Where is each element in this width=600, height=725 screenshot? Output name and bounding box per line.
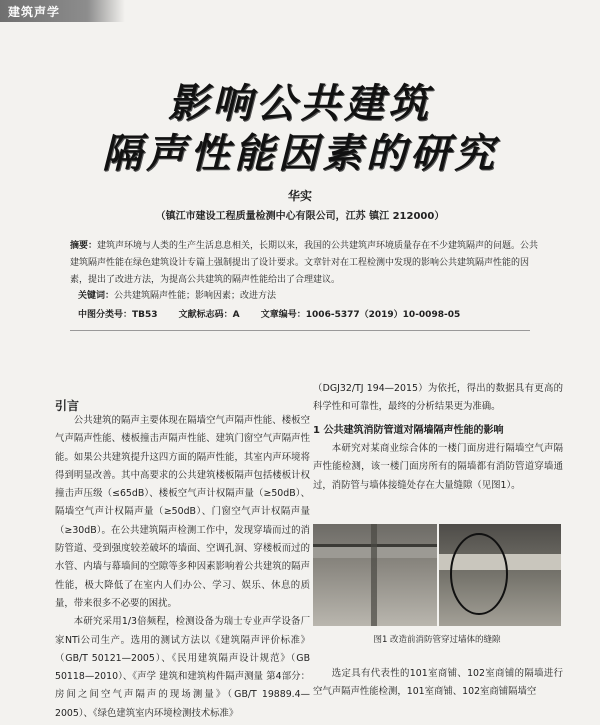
right-column-top bbox=[313, 380, 563, 417]
figure-photo-left bbox=[313, 524, 437, 626]
left-column bbox=[55, 412, 310, 723]
article-number: 文章编号：1006-5377（2019）10-0098-05 bbox=[260, 310, 461, 320]
cls-number: 中图分类号：TB53 bbox=[78, 310, 158, 320]
abstract bbox=[70, 238, 545, 289]
title-line-1: 影响公共建筑 bbox=[168, 80, 432, 127]
doc-code: 文献标志码：A bbox=[178, 310, 240, 320]
right-column-mid bbox=[313, 440, 563, 495]
figure-photo-right bbox=[439, 524, 561, 626]
keywords-text: 公共建筑隔声性能；影响因素；改进方法 bbox=[114, 291, 277, 301]
pipe-photo-right bbox=[439, 524, 561, 626]
author: 华实 bbox=[287, 189, 312, 203]
title-line-2: 隔声性能因素的研究 bbox=[102, 130, 498, 177]
keywords-label: 关键词： bbox=[78, 291, 115, 301]
gap-circle bbox=[451, 534, 507, 614]
intro-paragraph-1: 公共建筑的隔声主要体现在隔墙空气声隔声性能、楼板空气声隔声性能、楼板撞击声隔声性能、建筑门窗空气声隔声性能。如果公共建筑提升这四方面的隔声性能，其室内声环境将得到明显改善。其中高要求的公共建筑楼板隔声包括楼板计权撞击声压级（≤65dB）、楼板空气声计权隔声量（≥50dB）、隔墙空气声计权隔声量（≥50dB）、门窗空气声计权隔声量（≥30dB）。在公共建筑隔声检测工作中，发现穿墙而过的消防管道、受到强度较差破坏的墙面、空调孔洞、穿楼板而过的水管、内墙与幕墙间的空隙等多种因素影响着公共建筑的隔声性能，极大降低了在室内人们办公、学习、娱乐、休息的质量，带来很多不必要的困扰。 bbox=[55, 415, 310, 609]
pipe-right bbox=[439, 554, 561, 570]
section-1-paragraph-1: 本研究对某商业综合体的一楼门面房进行隔墙空气声隔声性能检测，该一楼门面房所有的隔墙都有消防管道穿墙通过，消防管与墙体接缝处存在大量缝隙（见图1）。 bbox=[313, 443, 563, 491]
section-1-heading: 1 公共建筑消防管道对隔墙隔声性能的影响 bbox=[313, 425, 504, 436]
intro-heading: 引言 bbox=[55, 399, 80, 413]
section-tab bbox=[0, 0, 125, 22]
section-1-paragraph-2: 选定具有代表性的101室商铺、102室商铺的隔墙进行空气声隔声性能检测，101室商铺、102室商铺隔墙空 bbox=[313, 668, 563, 698]
right-column-bottom bbox=[313, 665, 563, 702]
pipe-photo-left bbox=[313, 524, 437, 626]
affiliation: （镇江市建设工程质量检测中心有限公司，江苏 镇江 212000） bbox=[155, 211, 445, 222]
wall-seam bbox=[371, 524, 377, 626]
intro-continuation: （DGJ32/TJ 194—2015）为依托，得出的数据具有更高的科学性和可靠性，最终的分析结果更为准确。 bbox=[313, 383, 563, 413]
section-label: 建筑声学 bbox=[8, 5, 61, 19]
figure-caption: 图1 改造前消防管穿过墙体的缝隙 bbox=[373, 635, 501, 645]
abstract-text: 建筑声环境与人类的生产生活息息相关，长期以来，我国的公共建筑声环境质量存在不少建筑隔声的问题。公共建筑隔声性能在绿色建筑设计专篇上强制提出了设计要求。文章针对在工程检测中发现的影响公共建筑隔声性能的因素，提出了改进方法，为提高公共建筑的隔声性能给出了合理建议。 bbox=[70, 241, 539, 285]
divider bbox=[70, 330, 530, 331]
abstract-label: 摘要： bbox=[70, 241, 98, 251]
figure-1 bbox=[313, 524, 561, 626]
keywords bbox=[78, 288, 276, 301]
classification-line bbox=[78, 307, 478, 320]
intro-paragraph-2: 本研究采用1/3倍频程，检测设备为瑞士专业声学设备厂家NTi公司生产。选用的测试方法以《建筑隔声评价标准》（GB/T 50121—2005）、《民用建筑隔声设计规范》（GB 50118—2010）、《声学 建筑和建筑构件隔声测量 第4部分：房间之间空气声隔声的现场测量》（GB/T 19889.4—2005）、《绿色建筑室内环境检测技术标准》 bbox=[55, 616, 310, 719]
